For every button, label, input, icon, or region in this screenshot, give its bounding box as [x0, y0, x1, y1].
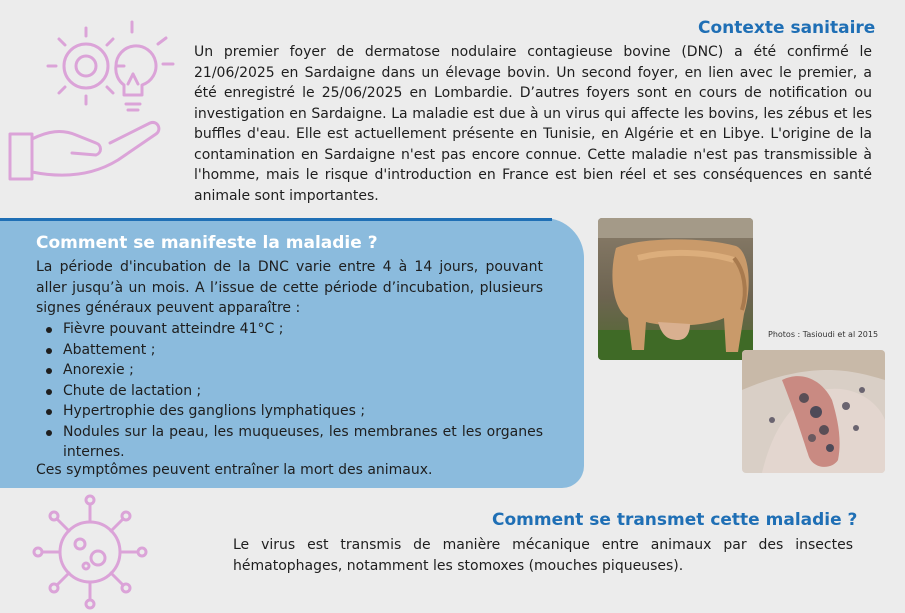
transmission-heading: Comment se transmet cette maladie ?: [492, 510, 858, 530]
manifestation-heading: Comment se manifeste la maladie ?: [36, 233, 378, 253]
context-heading: Contexte sanitaire: [698, 18, 876, 38]
list-item: Anorexie ;: [36, 360, 543, 381]
list-item: Abattement ;: [36, 340, 543, 361]
manifestation-intro: La période d'incubation de la DNC varie entre 4 à 14 jours, pouvant aller jusqu’à un mois. A l’issue de cette période d’incubation, plusieurs signes généraux peuvent apparaître :: [36, 259, 543, 316]
skin-lesion-photo: [742, 350, 885, 473]
symptom-list: [36, 319, 543, 463]
transmission-text: Le virus est transmis de manière mécanique entre animaux par des insectes hématophages, notamment les stomoxes (mouches piqueuses).: [233, 537, 853, 574]
cow-photo: [598, 218, 753, 360]
list-item: Hypertrophie des ganglions lymphatiques ;: [36, 401, 543, 422]
list-item: Nodules sur la peau, les muqueuses, les membranes et les organes internes.: [36, 422, 543, 463]
panel-top-rule: [0, 218, 552, 221]
photo-credit: Photos : Tasioudi et al 2015: [768, 330, 879, 339]
context-text: Un premier foyer de dermatose nodulaire contagieuse bovine (DNC) a été confirmé le 21/06/2025 en Sardaigne dans un élevage bovin. Un second foyer, en lien avec le premier, a été enregistré le 25/06/2025 en Lombardie. D’autres foyers sont en cours de notification ou investigation en Sardaigne. La maladie est due à un virus qui affecte les bovins, les zébus et les buffles d'eau. Elle est actuellement présente en Tunisie, en Algérie et en Libye. L'origine de la contamination en Sardaigne n'est pas encore connue. Cette maladie n'est pas transmissible à l'homme, mais le risque d'introduction en France est bien réel et ses conséquences en santé animale sont importantes.: [194, 44, 872, 204]
manifestation-footer: Ces symptômes peuvent entraîner la mort des animaux.: [36, 462, 433, 478]
list-item: Fièvre pouvant atteindre 41°C ;: [36, 319, 543, 340]
list-item: Chute de lactation ;: [36, 381, 543, 402]
idea-hand-icon: [8, 14, 188, 194]
virus-icon: [30, 492, 150, 612]
